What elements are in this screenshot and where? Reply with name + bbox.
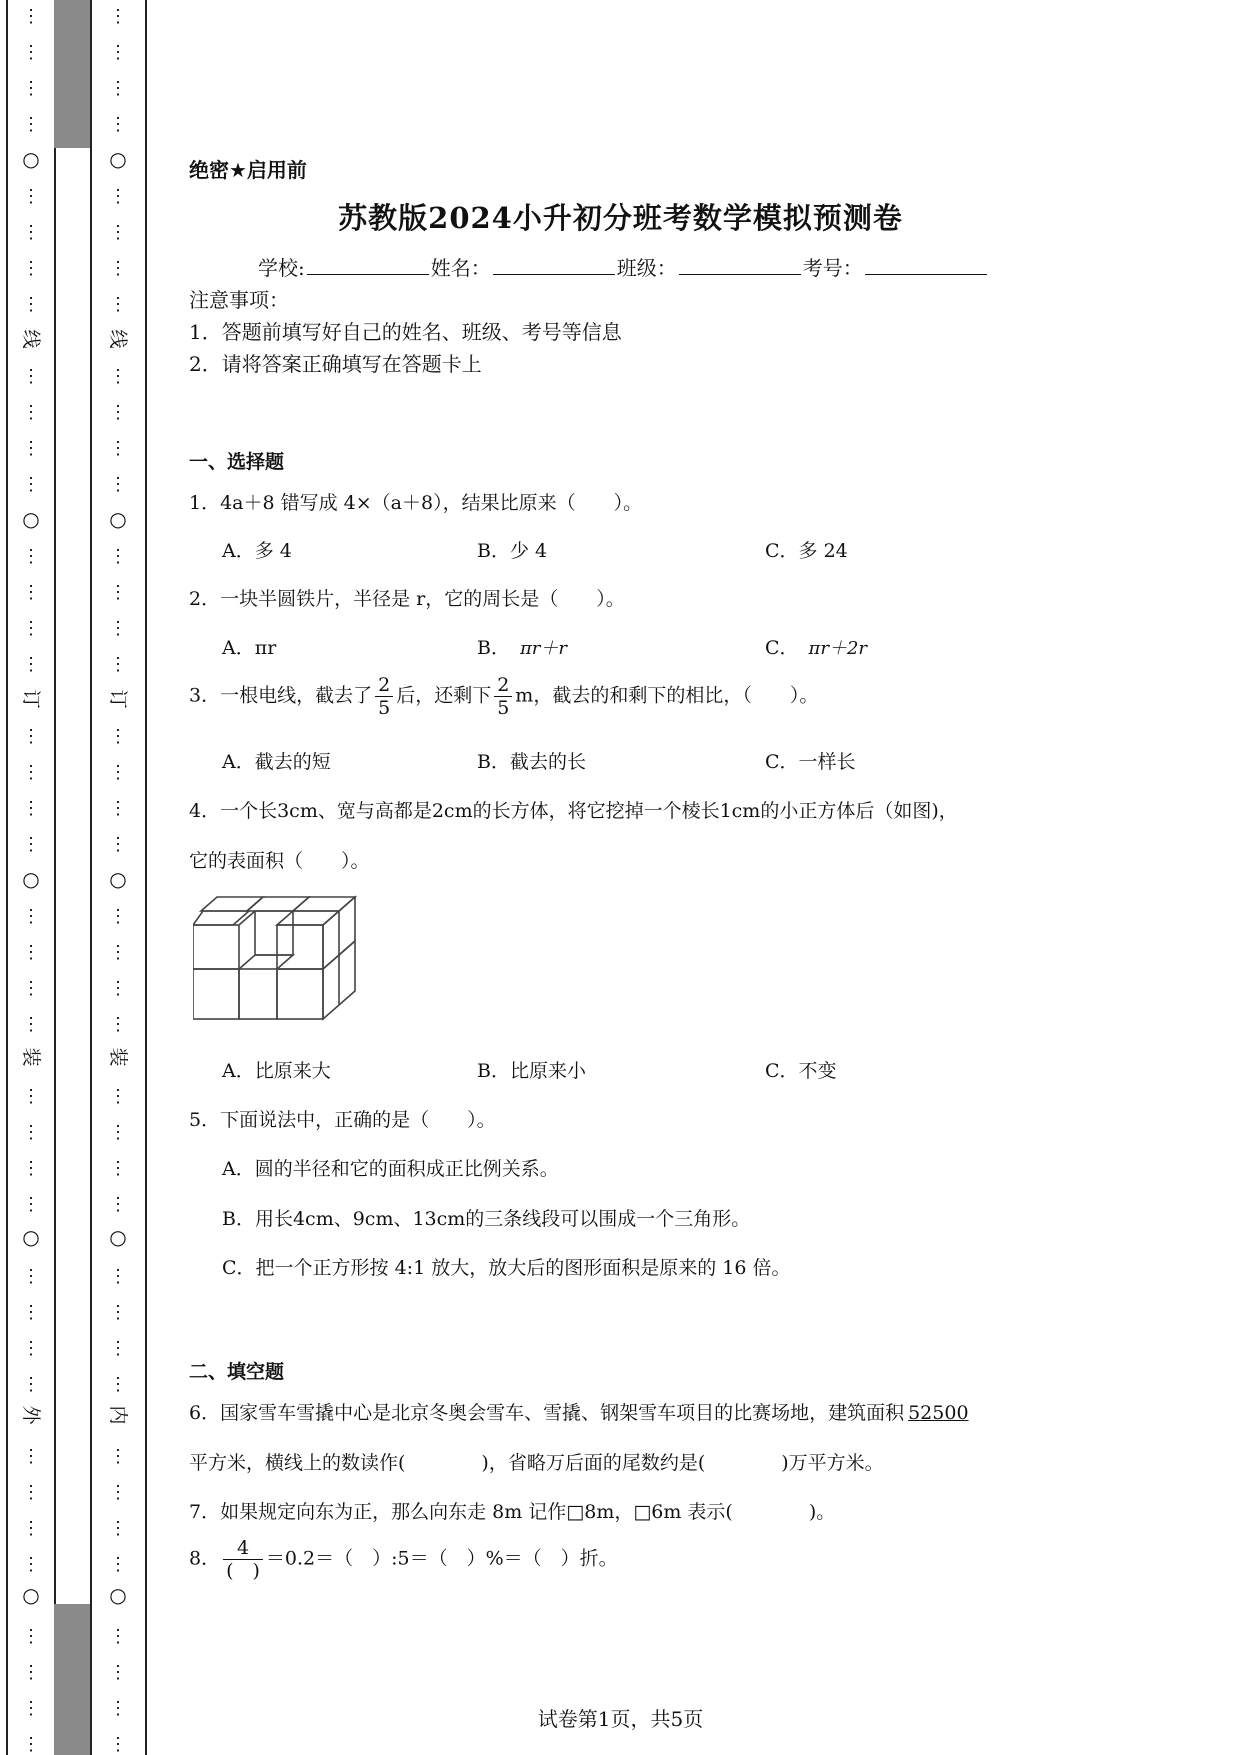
- q3-fraction-1-den: 5: [378, 697, 391, 719]
- binding-inner-dot: ⋮: [109, 78, 127, 99]
- field-name-blank[interactable]: [493, 256, 615, 275]
- binding-outer-dot: ⋮: [22, 1482, 40, 1503]
- binding-outer-dot: ⋮: [22, 6, 40, 27]
- question-6-line2: 平方米，横线上的数读作( )，省略万后面的尾数约是( )万平方米。: [189, 1452, 884, 1474]
- q3-fraction-1: [375, 674, 393, 719]
- binding-outer-dot: ⋮: [22, 366, 40, 387]
- note-item: 2．请将答案正确填写在答题卡上: [189, 352, 482, 376]
- binding-inner-dot: ⋮: [109, 546, 127, 567]
- notes-heading: 注意事项：: [189, 288, 289, 312]
- binding-outer-dot: ⋮: [22, 618, 40, 639]
- question-4-stem-line1: 4．一个长3cm、宽与高都是2cm的长方体，将它挖掉一个棱长1cm的小正方体后（如图)，: [189, 800, 958, 822]
- binding-outer-dot: ⋮: [22, 294, 40, 315]
- binding-inner-dot: ⋮: [109, 294, 127, 315]
- binding-outer-ring: ○: [22, 507, 40, 531]
- binding-inner-dot: ⋮: [109, 114, 127, 135]
- binding-inner-dot: ⋮: [109, 834, 127, 855]
- binding-inner-dot: ⋮: [109, 1338, 127, 1359]
- binding-inner-dot: ⋮: [109, 42, 127, 63]
- binding-outer-dot: ⋮: [22, 1302, 40, 1323]
- q8-label: 8．: [189, 1547, 221, 1570]
- note-item: 1．答题前填写好自己的姓名、班级、考号等信息: [189, 320, 622, 344]
- binding-inner-dot: ⋮: [109, 1698, 127, 1719]
- secret-label: 绝密★启用前: [189, 158, 307, 182]
- field-id-blank[interactable]: [865, 256, 987, 275]
- q4-option-c: C．不变: [765, 1060, 837, 1082]
- q3-option-a: A．截去的短: [222, 751, 331, 773]
- binding-outer-ring: ○: [22, 1583, 40, 1607]
- binding-inner-dot: ⋮: [109, 798, 127, 819]
- binding-inner-dot: ⋮: [109, 1014, 127, 1035]
- q8-fraction-den: ( ): [226, 1560, 260, 1582]
- question-4-stem-line2: 它的表面积（ ）。: [189, 850, 370, 872]
- binding-outer-dot: ⋮: [22, 1338, 40, 1359]
- binding-outer-dot: ⋮: [22, 1014, 40, 1035]
- q3-fraction-1-num: 2: [375, 674, 393, 697]
- binding-outer-dot: ⋮: [22, 906, 40, 927]
- q2-option-c-expr: πr＋2r: [808, 638, 868, 659]
- binding-outer-dot: ⋮: [22, 582, 40, 603]
- binding-outer-dot: ⋮: [22, 834, 40, 855]
- q2-option-c-label: C．: [765, 637, 799, 659]
- binding-outer-dot: ⋮: [22, 1086, 40, 1107]
- binding-inner-dot: ⋮: [109, 906, 127, 927]
- q2-option-b: [477, 633, 567, 660]
- info-fields: [258, 252, 989, 281]
- q4-option-b: B．比原来小: [477, 1060, 586, 1082]
- binding-inner-dot: ⋮: [109, 1194, 127, 1215]
- binding-outer-dot: ⋮: [22, 474, 40, 495]
- binding-outer-ring: ○: [22, 1225, 40, 1249]
- binding-outer-dot: ⋮: [22, 726, 40, 747]
- binding-outer-dot: ⋮: [22, 942, 40, 963]
- binding-inner-ring: ○: [109, 1583, 127, 1607]
- binding-outer-dot: ⋮: [22, 402, 40, 423]
- q1-option-b: B．少 4: [477, 540, 548, 562]
- binding-inner-dot: ⋮: [109, 402, 127, 423]
- q3-option-c: C．一样长: [765, 751, 856, 773]
- binding-inner-dot: ⋮: [109, 582, 127, 603]
- q3-stem-a: 3．一根电线，截去了: [189, 684, 373, 707]
- q2-option-b-expr: πr＋r: [519, 638, 568, 659]
- binding-inner-dot: ⋮: [109, 762, 127, 783]
- binding-outer-dot: ⋮: [22, 1194, 40, 1215]
- binding-outer-dot: ⋮: [22, 42, 40, 63]
- binding-outer-dot: ⋮: [22, 1518, 40, 1539]
- q6-line1-text: 6．国家雪车雪撬中心是北京冬奥会雪车、雪撬、钢架雪车项目的比赛场地，建筑面积: [189, 1402, 905, 1424]
- binding-outer-char: 订: [20, 689, 42, 709]
- section-title: 一、选择题: [189, 451, 285, 473]
- q6-underlined-number: 52500: [908, 1402, 969, 1424]
- field-school-blank[interactable]: [307, 256, 429, 275]
- binding-inner-ring: ○: [109, 507, 127, 531]
- binding-inner-dot: ⋮: [109, 366, 127, 387]
- binding-inner-dot: ⋮: [109, 1734, 127, 1755]
- field-school-label: 学校:: [258, 256, 305, 280]
- q3-fraction-2-den: 5: [497, 697, 510, 719]
- binding-outer-dot: ⋮: [22, 1734, 40, 1755]
- q3-fraction-2-num: 2: [494, 674, 512, 697]
- binding-outer-dot: ⋮: [22, 978, 40, 999]
- field-class-blank[interactable]: [679, 256, 801, 275]
- binding-inner-dot: ⋮: [109, 1158, 127, 1179]
- binding-outer-ring: ○: [22, 867, 40, 891]
- binding-inner-char: 内: [107, 1405, 129, 1425]
- binding-outer-char: 线: [20, 329, 42, 349]
- q2-option-c: [765, 633, 867, 660]
- question-2-stem: 2．一块半圆铁片，半径是 r，它的周长是（ ）。: [189, 588, 625, 610]
- q5-option-b: B．用长4cm、9cm、13cm的三条线段可以围成一个三角形。: [222, 1208, 751, 1230]
- q3-stem-c: m，截去的和剩下的相比，（ ）。: [515, 684, 819, 707]
- binding-inner-dot: ⋮: [109, 1374, 127, 1395]
- binding-outer-dot: ⋮: [22, 546, 40, 567]
- field-id-label: 考号：: [802, 256, 863, 280]
- q8-fraction: [223, 1537, 263, 1582]
- q8-rest: ＝0.2＝（ ）:5＝（ ）%＝（ ）折。: [265, 1547, 618, 1570]
- binding-outer-dot: ⋮: [22, 258, 40, 279]
- section-title: 二、填空题: [189, 1361, 285, 1383]
- binding-outer-dot: ⋮: [22, 78, 40, 99]
- binding-outer-dot: ⋮: [22, 1662, 40, 1683]
- binding-inner-dot: ⋮: [109, 1518, 127, 1539]
- question-8-stem: [189, 1537, 618, 1582]
- binding-inner-ring: ○: [109, 867, 127, 891]
- binding-inner-dot: ⋮: [109, 1554, 127, 1575]
- binding-inner-char: 线: [107, 329, 129, 349]
- binding-inner-dot: ⋮: [109, 474, 127, 495]
- binding-outer-dot: ⋮: [22, 438, 40, 459]
- binding-outer-dot: ⋮: [22, 1266, 40, 1287]
- binding-inner-ring: ○: [109, 1225, 127, 1249]
- binding-inner-dot: ⋮: [109, 978, 127, 999]
- field-name-label: 姓名：: [430, 256, 491, 280]
- binding-outer-dot: ⋮: [22, 1698, 40, 1719]
- binding-outer-char: 装: [20, 1047, 42, 1067]
- binding-outer-dot: ⋮: [22, 1554, 40, 1575]
- binding-inner-dot: ⋮: [109, 1662, 127, 1683]
- binding-outer-dot: ⋮: [22, 1374, 40, 1395]
- binding-inner-dot: ⋮: [109, 6, 127, 27]
- binding-inner-dot: ⋮: [109, 942, 127, 963]
- binding-inner-dot: ⋮: [109, 1626, 127, 1647]
- question-5-stem: 5．下面说法中，正确的是（ ）。: [189, 1109, 496, 1131]
- q8-fraction-num: 4: [223, 1537, 263, 1560]
- binding-outer-dot: ⋮: [22, 186, 40, 207]
- binding-inner-dot: ⋮: [109, 1446, 127, 1467]
- binding-inner-dot: ⋮: [109, 186, 127, 207]
- binding-outer-dot: ⋮: [22, 798, 40, 819]
- q2-option-a: A．πr: [222, 637, 277, 659]
- binding-inner-dot: ⋮: [109, 1302, 127, 1323]
- binding-inner-dot: ⋮: [109, 1122, 127, 1143]
- binding-inner-dot: ⋮: [109, 222, 127, 243]
- binding-inner-dot: ⋮: [109, 726, 127, 747]
- q5-option-c: C．把一个正方形按 4:1 放大，放大后的图形面积是原来的 16 倍。: [222, 1257, 791, 1279]
- binding-outer-dot: ⋮: [22, 1626, 40, 1647]
- field-class-label: 班级：: [616, 256, 677, 280]
- q5-option-a: A．圆的半径和它的面积成正比例关系。: [222, 1158, 559, 1180]
- binding-inner-ring: ○: [109, 147, 127, 171]
- cuboid-figure: [193, 893, 378, 1031]
- q2-option-b-label: B．: [477, 637, 510, 659]
- question-6-line1: [189, 1398, 969, 1425]
- q3-fraction-2: [494, 674, 512, 719]
- binding-inner-dot: ⋮: [109, 1266, 127, 1287]
- binding-outer-dot: ⋮: [22, 762, 40, 783]
- q3-option-b: B．截去的长: [477, 751, 586, 773]
- question-7-stem: 7．如果规定向东为正，那么向东走 8m 记作□8m，□6m 表示( )。: [189, 1501, 836, 1523]
- question-3-stem: [189, 674, 818, 719]
- binding-inner-dot: ⋮: [109, 1482, 127, 1503]
- q3-stem-b: 后，还剩下: [396, 684, 492, 707]
- binding-inner-dot: ⋮: [109, 258, 127, 279]
- binding-inner-char: 订: [107, 689, 129, 709]
- page-footer: 试卷第1页，共5页: [537, 1707, 704, 1731]
- binding-inner-char: 装: [107, 1047, 129, 1067]
- binding-outer-char: 外: [20, 1405, 42, 1425]
- binding-inner-dot: ⋮: [109, 438, 127, 459]
- q1-option-c: C．多 24: [765, 540, 848, 562]
- binding-outer-dot: ⋮: [22, 1446, 40, 1467]
- q4-option-a: A．比原来大: [222, 1060, 331, 1082]
- binding-outer-ring: ○: [22, 147, 40, 171]
- binding-inner-dot: ⋮: [109, 618, 127, 639]
- binding-outer-dot: ⋮: [22, 654, 40, 675]
- question-1-stem: 1．4a＋8 错写成 4×（a＋8），结果比原来（ ）。: [189, 492, 643, 514]
- page-title: 苏教版2024小升初分班考数学模拟预测卷: [338, 201, 903, 235]
- q1-option-a: A．多 4: [222, 540, 292, 562]
- binding-outer-dot: ⋮: [22, 1158, 40, 1179]
- binding-inner-dot: ⋮: [109, 1086, 127, 1107]
- binding-outer-dot: ⋮: [22, 114, 40, 135]
- binding-inner-dot: ⋮: [109, 654, 127, 675]
- binding-outer-dot: ⋮: [22, 222, 40, 243]
- binding-outer-dot: ⋮: [22, 1122, 40, 1143]
